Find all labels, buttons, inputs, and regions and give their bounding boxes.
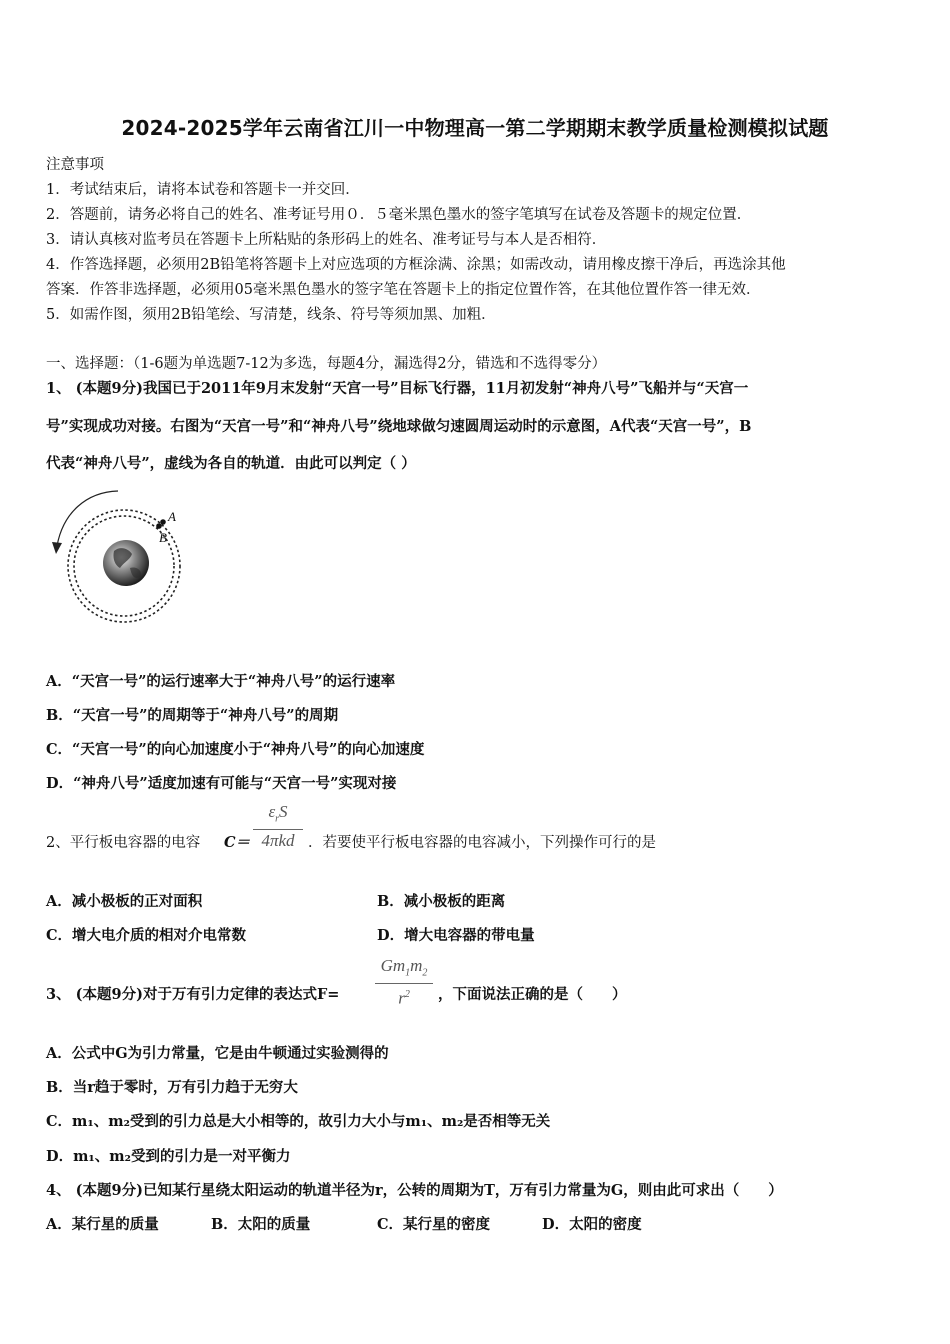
q3-stem-suffix: ，下面说法正确的是（ ） [438,986,627,1003]
motion-arrow [57,491,118,546]
q1-stem-line: 1、 (本题9分)我国已于2011年9月末发射“天宫一号”目标飞行器，11月初发射“神舟八号”飞船并与“天宫一 [46,380,749,397]
q1-stem-line: 代表“神舟八号”，虚线为各自的轨道．由此可以判定（ ） [46,455,416,472]
q4-option: A．某行星的质量 [46,1216,159,1233]
formula-denominator: $r^2$ [398,989,410,1009]
q2-c-equals: C＝ [224,834,251,851]
arrow-head-icon [52,542,62,554]
q1-option: D．“神舟八号”适度加速有可能与“天宫一号”实现对接 [46,775,397,792]
formula-numerator: $\varepsilon_rS$ [253,802,303,830]
notice-item: 2．答题前，请务必将自己的姓名、准考证号用０．５毫米黑色墨水的签字笔填写在试卷及答题卡的规定位置． [46,207,752,223]
q1-stem-line: 号”实现成功对接。右图为“天宫一号”和“神舟八号”绕地球做匀速圆周运动时的示意图，A代表“天宫一号”，B [46,418,752,435]
q4-option: B．太阳的质量 [211,1216,311,1233]
satellite-b-icon [156,523,162,529]
q2-option: A．减小极板的正对面积 [46,893,203,910]
earth-icon [103,540,149,586]
label-b: B [159,530,167,545]
orbit-diagram [46,488,191,628]
notice-item: 1．考试结束后，请将本试卷和答题卡一并交回． [46,182,360,198]
q3-option: C．m₁、m₂受到的引力总是大小相等的，故引力大小与m₁、m₂是否相等无关 [46,1113,551,1130]
satellite-a-icon [160,519,166,525]
q2-option: C．增大电介质的相对介电常数 [46,927,247,944]
q2-stem-suffix: ．若要使平行板电容器的电容减小，下列操作可行的是 [308,835,656,851]
notice-item: 3．请认真核对监考员在答题卡上所粘贴的条形码上的姓名、准考证号与本人是否相符． [46,232,607,248]
formula-denominator: 4πkd [261,831,295,851]
q1-option: A．“天宫一号”的运行速率大于“神舟八号”的运行速率 [46,673,396,690]
q1-option: B．“天宫一号”的周期等于“神舟八号”的周期 [46,707,339,724]
formula-numerator: $Gm_1m_2$ [375,956,433,984]
label-a: A [168,509,176,524]
q4-stem: 4、 (本题9分)已知某行星绕太阳运动的轨道半径为r，公转的周期为T，万有引力常量为G，则由此可求出（ ） [46,1182,783,1199]
q2-option: D．增大电容器的带电量 [377,927,535,944]
page-title: 2024-2025学年云南省江川一中物理高一第二学期期末教学质量检测模拟试题 [121,116,829,140]
q2-option: B．减小极板的距离 [377,893,506,910]
q3-stem-prefix: 3、 (本题9分)对于万有引力定律的表达式F= [46,986,340,1003]
q2-stem-prefix: 2、平行板电容器的电容 [46,835,201,851]
section-heading: 一、选择题：（1-6题为单选题7-12为多选，每题4分，漏选得2分，错选和不选得零分） [46,356,607,372]
q4-option: D．太阳的密度 [542,1216,642,1233]
q1-option: C．“天宫一号”的向心加速度小于“神舟八号”的向心加速度 [46,741,425,758]
q4-option: C．某行星的密度 [377,1216,491,1233]
notice-item: 答案．作答非选择题，必须用05毫米黑色墨水的签字笔在答题卡上的指定位置作答，在其他位置作答一律无效． [46,282,761,298]
q3-option: A．公式中G为引力常量，它是由牛顿通过实验测得的 [46,1045,389,1062]
notice-heading: 注意事项 [46,157,104,173]
notice-item: 5．如需作图，须用2B铅笔绘、写清楚，线条、符号等须加黑、加粗． [46,307,496,323]
notice-item: 4．作答选择题，必须用2B铅笔将答题卡上对应选项的方框涂满、涂黑；如需改动，请用橡皮擦干净后，再选涂其他 [46,257,786,273]
capacitance-formula [253,802,303,852]
gravitation-formula [375,956,433,1010]
q3-option: B．当r趋于零时，万有引力趋于无穷大 [46,1079,298,1096]
q3-option: D．m₁、m₂受到的引力是一对平衡力 [46,1148,291,1165]
